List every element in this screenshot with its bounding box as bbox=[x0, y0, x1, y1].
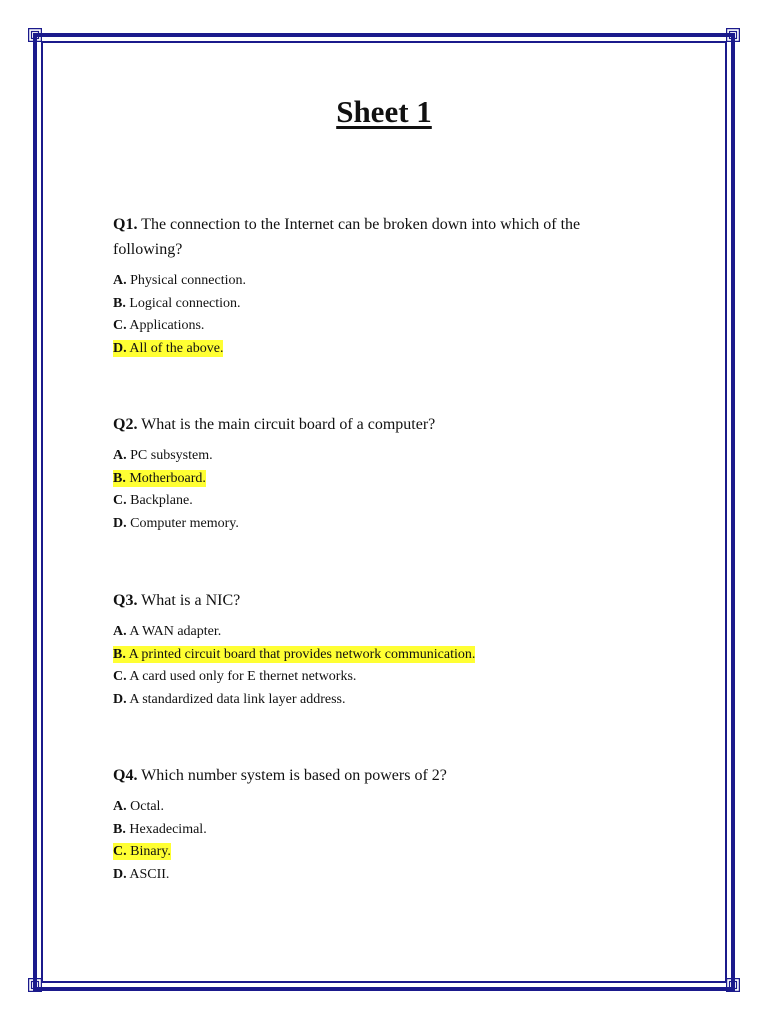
option-text: A printed circuit board that provides network communication. bbox=[128, 646, 476, 662]
option-text: A standardized data link layer address. bbox=[129, 691, 346, 707]
option-text: Binary. bbox=[130, 844, 171, 859]
question-body: What is a NIC? bbox=[141, 592, 241, 609]
option-letter: D. bbox=[113, 866, 127, 882]
option-letter: B. bbox=[113, 646, 126, 662]
option-text: Logical connection. bbox=[129, 295, 241, 311]
answer-option-c-highlighted bbox=[113, 841, 653, 864]
option-text: Computer memory. bbox=[130, 515, 239, 531]
question-label: Q3. bbox=[113, 592, 138, 609]
option-text: A WAN adapter. bbox=[129, 624, 222, 639]
answer-option-c bbox=[113, 315, 653, 338]
option-letter: A. bbox=[113, 273, 127, 288]
question-text bbox=[113, 588, 653, 613]
option-letter: D. bbox=[113, 691, 127, 707]
option-text: Backplane. bbox=[130, 493, 193, 508]
option-letter: D. bbox=[113, 340, 127, 356]
question-body: Which number system is based on powers of 2? bbox=[141, 767, 447, 784]
option-text: PC subsystem. bbox=[130, 448, 213, 463]
option-letter: C. bbox=[113, 318, 127, 333]
option-letter: C. bbox=[113, 493, 127, 508]
option-text: Octal. bbox=[130, 799, 164, 814]
answer-option-b-highlighted bbox=[113, 468, 653, 491]
question-text bbox=[113, 763, 653, 788]
corner-ornament-top-right bbox=[726, 28, 740, 42]
question-block-2 bbox=[113, 412, 653, 535]
option-letter: B. bbox=[113, 295, 126, 311]
answer-option-c bbox=[113, 666, 653, 689]
option-letter: D. bbox=[113, 515, 127, 531]
option-letter: B. bbox=[113, 821, 126, 837]
option-text: Applications. bbox=[129, 318, 205, 333]
answer-option-a bbox=[113, 445, 653, 468]
answer-option-d bbox=[113, 513, 653, 536]
answer-option-d bbox=[113, 689, 653, 712]
answer-option-a bbox=[113, 796, 653, 819]
option-text: Hexadecimal. bbox=[129, 821, 207, 837]
page-title: Sheet 1 bbox=[336, 94, 432, 129]
corner-ornament-bottom-left bbox=[28, 978, 42, 992]
question-label: Q4. bbox=[113, 767, 138, 784]
question-block-4 bbox=[113, 763, 653, 886]
option-letter: A. bbox=[113, 624, 127, 639]
option-text: ASCII. bbox=[129, 866, 170, 882]
option-letter: B. bbox=[113, 470, 126, 486]
question-body: What is the main circuit board of a computer? bbox=[141, 416, 436, 433]
option-letter: A. bbox=[113, 448, 127, 463]
corner-ornament-top-left bbox=[28, 28, 42, 42]
question-block-1 bbox=[113, 212, 653, 360]
answer-option-b bbox=[113, 293, 653, 316]
question-label: Q2. bbox=[113, 416, 138, 433]
option-letter: A. bbox=[113, 799, 127, 814]
option-letter: C. bbox=[113, 844, 127, 859]
question-body: The connection to the Internet can be broken down into which of the following? bbox=[113, 216, 581, 258]
question-text bbox=[113, 212, 653, 262]
question-text bbox=[113, 412, 653, 437]
question-label: Q1. bbox=[113, 216, 138, 233]
answer-option-c bbox=[113, 490, 653, 513]
option-text: A card used only for E thernet networks. bbox=[129, 669, 357, 684]
answer-option-a bbox=[113, 621, 653, 644]
answer-option-d bbox=[113, 864, 653, 887]
answer-option-d-highlighted bbox=[113, 338, 653, 361]
option-text: Physical connection. bbox=[130, 273, 246, 288]
option-letter: C. bbox=[113, 669, 127, 684]
answer-option-a bbox=[113, 270, 653, 293]
question-block-3 bbox=[113, 588, 653, 711]
option-text: All of the above. bbox=[129, 340, 224, 356]
answer-option-b-highlighted bbox=[113, 644, 653, 667]
option-text: Motherboard. bbox=[129, 470, 206, 486]
corner-ornament-bottom-right bbox=[726, 978, 740, 992]
answer-option-b bbox=[113, 819, 653, 842]
